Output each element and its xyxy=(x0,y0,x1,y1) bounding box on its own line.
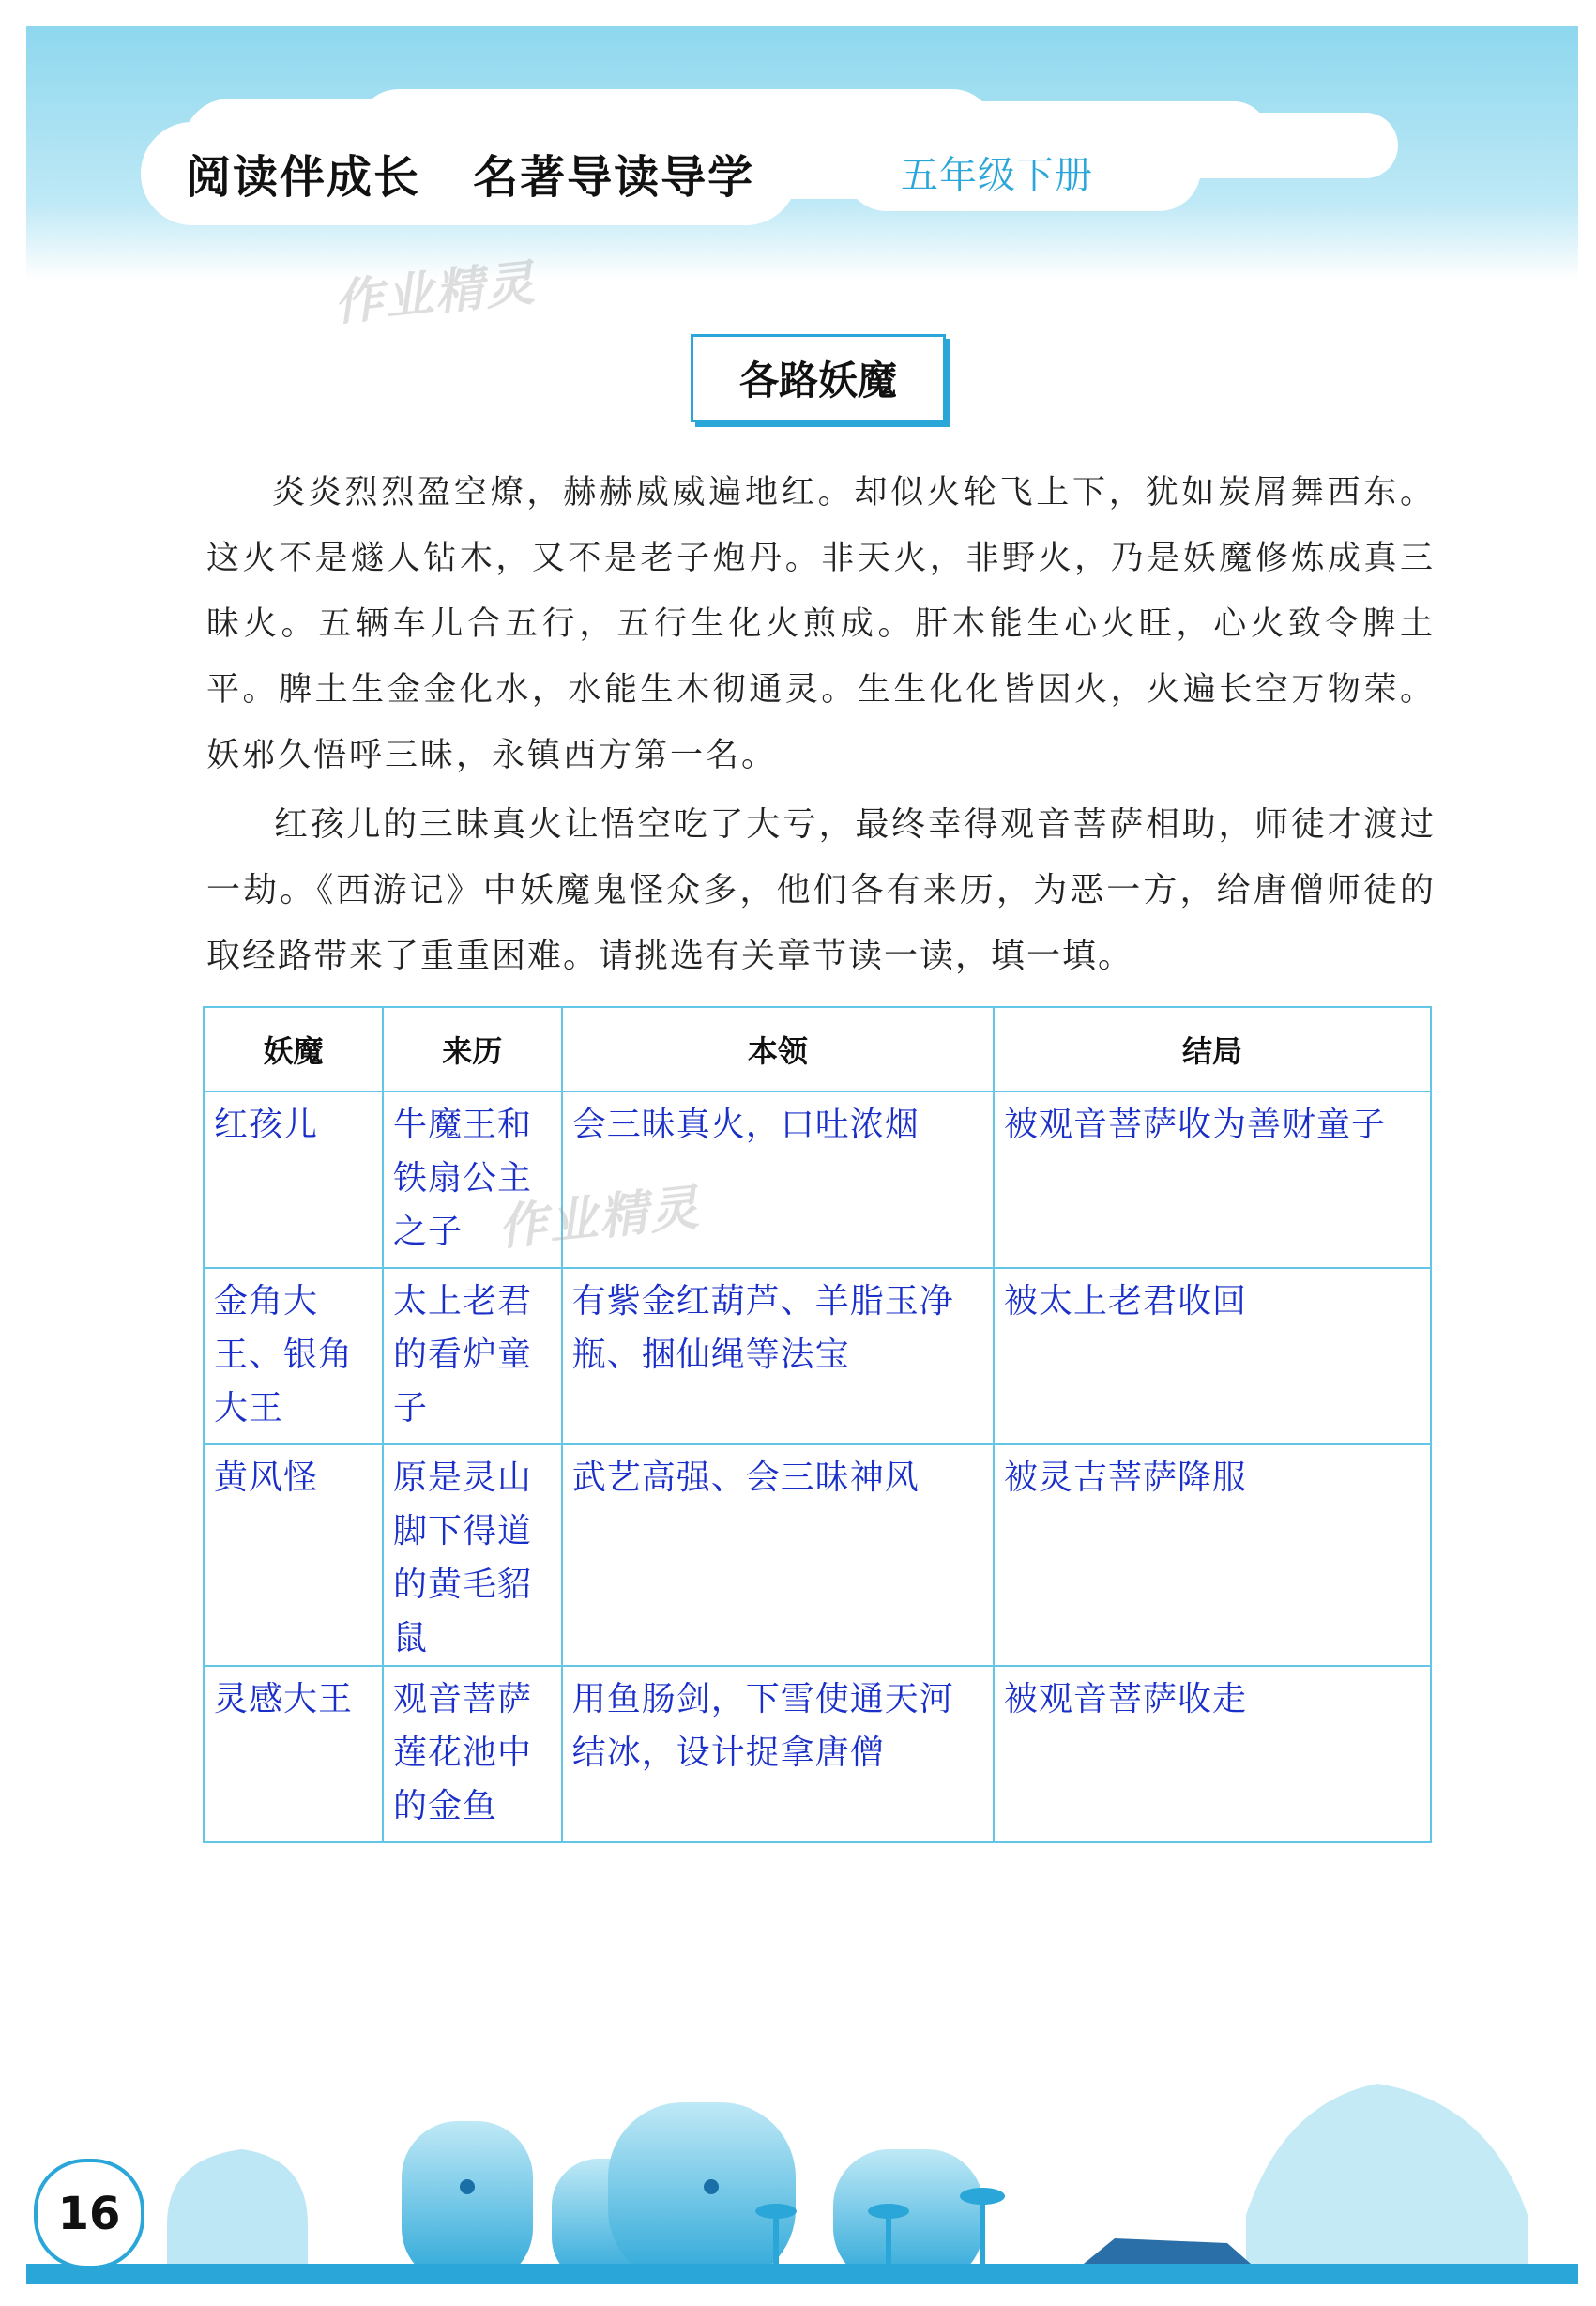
page-number-text: 16 xyxy=(57,2188,121,2240)
cell-ending[interactable] xyxy=(994,1444,1431,1666)
intro-paragraph: 红孩儿的三昧真火让悟空吃了大亏，最终幸得观音菩萨相助，师徒才渡过一劫。《西游记》中妖魔鬼怪众多，他们各有来历，为恶一方，给唐僧师徒的取经路带来了重重困难。请挑选有关章节读一读，填一填。 xyxy=(206,805,1436,975)
answer-text: 黄风怪 xyxy=(214,1458,319,1497)
table-row xyxy=(204,1666,1431,1842)
watermark: 作业精灵 xyxy=(495,1179,704,1258)
answer-text: 被太上老君收回 xyxy=(1004,1282,1248,1321)
answer-text: 红孩儿 xyxy=(214,1106,319,1144)
answer-text: 有紫金红葫芦、羊脂玉净瓶、捆仙绳等法宝 xyxy=(571,1282,954,1374)
book-title: 阅读伴成长 名著导读导学 xyxy=(186,151,755,204)
cell-ending[interactable] xyxy=(994,1666,1431,1842)
header-demon: 妖魔 xyxy=(204,1007,383,1092)
table-row xyxy=(204,1092,1431,1268)
answer-text: 被观音菩萨收走 xyxy=(1004,1680,1248,1718)
ground-strip xyxy=(26,2264,1578,2284)
answer-text: 原是灵山脚下得道的黄毛貂鼠 xyxy=(393,1458,533,1657)
header-origin: 来历 xyxy=(383,1007,562,1092)
header-ending: 结局 xyxy=(994,1007,1431,1092)
poem-paragraph: 炎炎烈烈盈空燎，赫赫威威遍地红。却似火轮飞上下，犹如炭屑舞西东。这火不是燧人钻木，又不是老子炮丹。非天火，非野火，乃是妖魔修炼成真三昧火。五辆车儿合五行，五行生化火煎成。肝木能生心火旺，心火致令脾土平。脾土生金金化水，水能生木彻通灵。生生化化皆因火，火遍长空万物荣。妖邪久悟呼三昧，永镇西方第一名。 xyxy=(206,474,1436,774)
cell-demon[interactable] xyxy=(204,1092,383,1268)
cell-origin[interactable] xyxy=(383,1444,562,1666)
grade-label: 五年级下册 xyxy=(901,154,1093,197)
cell-ending[interactable] xyxy=(994,1268,1431,1444)
section-title-text: 各路妖魔 xyxy=(738,358,897,404)
cell-origin[interactable] xyxy=(383,1666,562,1842)
cell-ending[interactable] xyxy=(994,1092,1431,1268)
cell-demon[interactable] xyxy=(204,1444,383,1666)
answer-text: 金角大王、银角大王 xyxy=(214,1282,354,1428)
cell-ability[interactable] xyxy=(562,1444,994,1666)
section-title xyxy=(691,334,946,422)
answer-text: 观音菩萨莲花池中的金鱼 xyxy=(393,1680,533,1825)
table-row xyxy=(204,1268,1431,1444)
answer-text: 被观音菩萨收为善财童子 xyxy=(1004,1106,1387,1144)
cityscape-illustration xyxy=(26,2046,1578,2284)
answer-text: 灵感大王 xyxy=(214,1680,354,1718)
answer-text: 太上老君的看炉童子 xyxy=(393,1282,533,1428)
table-header-row xyxy=(204,1007,1431,1092)
answer-text: 会三昧真火，口吐浓烟 xyxy=(571,1106,920,1144)
page-number xyxy=(34,2159,144,2269)
cell-origin[interactable] xyxy=(383,1268,562,1444)
header-ability: 本领 xyxy=(562,1007,994,1092)
bottom-decoration xyxy=(26,2046,1578,2284)
answer-text: 牛魔王和铁扇公主之子 xyxy=(393,1106,533,1251)
cell-demon[interactable] xyxy=(204,1666,383,1842)
answer-text: 用鱼肠剑，下雪使通天河结冰，设计捉拿唐僧 xyxy=(571,1680,954,1772)
watermark: 作业精灵 xyxy=(331,254,540,333)
answer-text: 武艺高强、会三昧神风 xyxy=(571,1458,920,1497)
cell-demon[interactable] xyxy=(204,1268,383,1444)
cell-ability[interactable] xyxy=(562,1666,994,1842)
demons-table xyxy=(203,1006,1432,1843)
answer-text: 被灵吉菩萨降服 xyxy=(1004,1458,1248,1497)
table-row xyxy=(204,1444,1431,1666)
cell-ability[interactable] xyxy=(562,1268,994,1444)
